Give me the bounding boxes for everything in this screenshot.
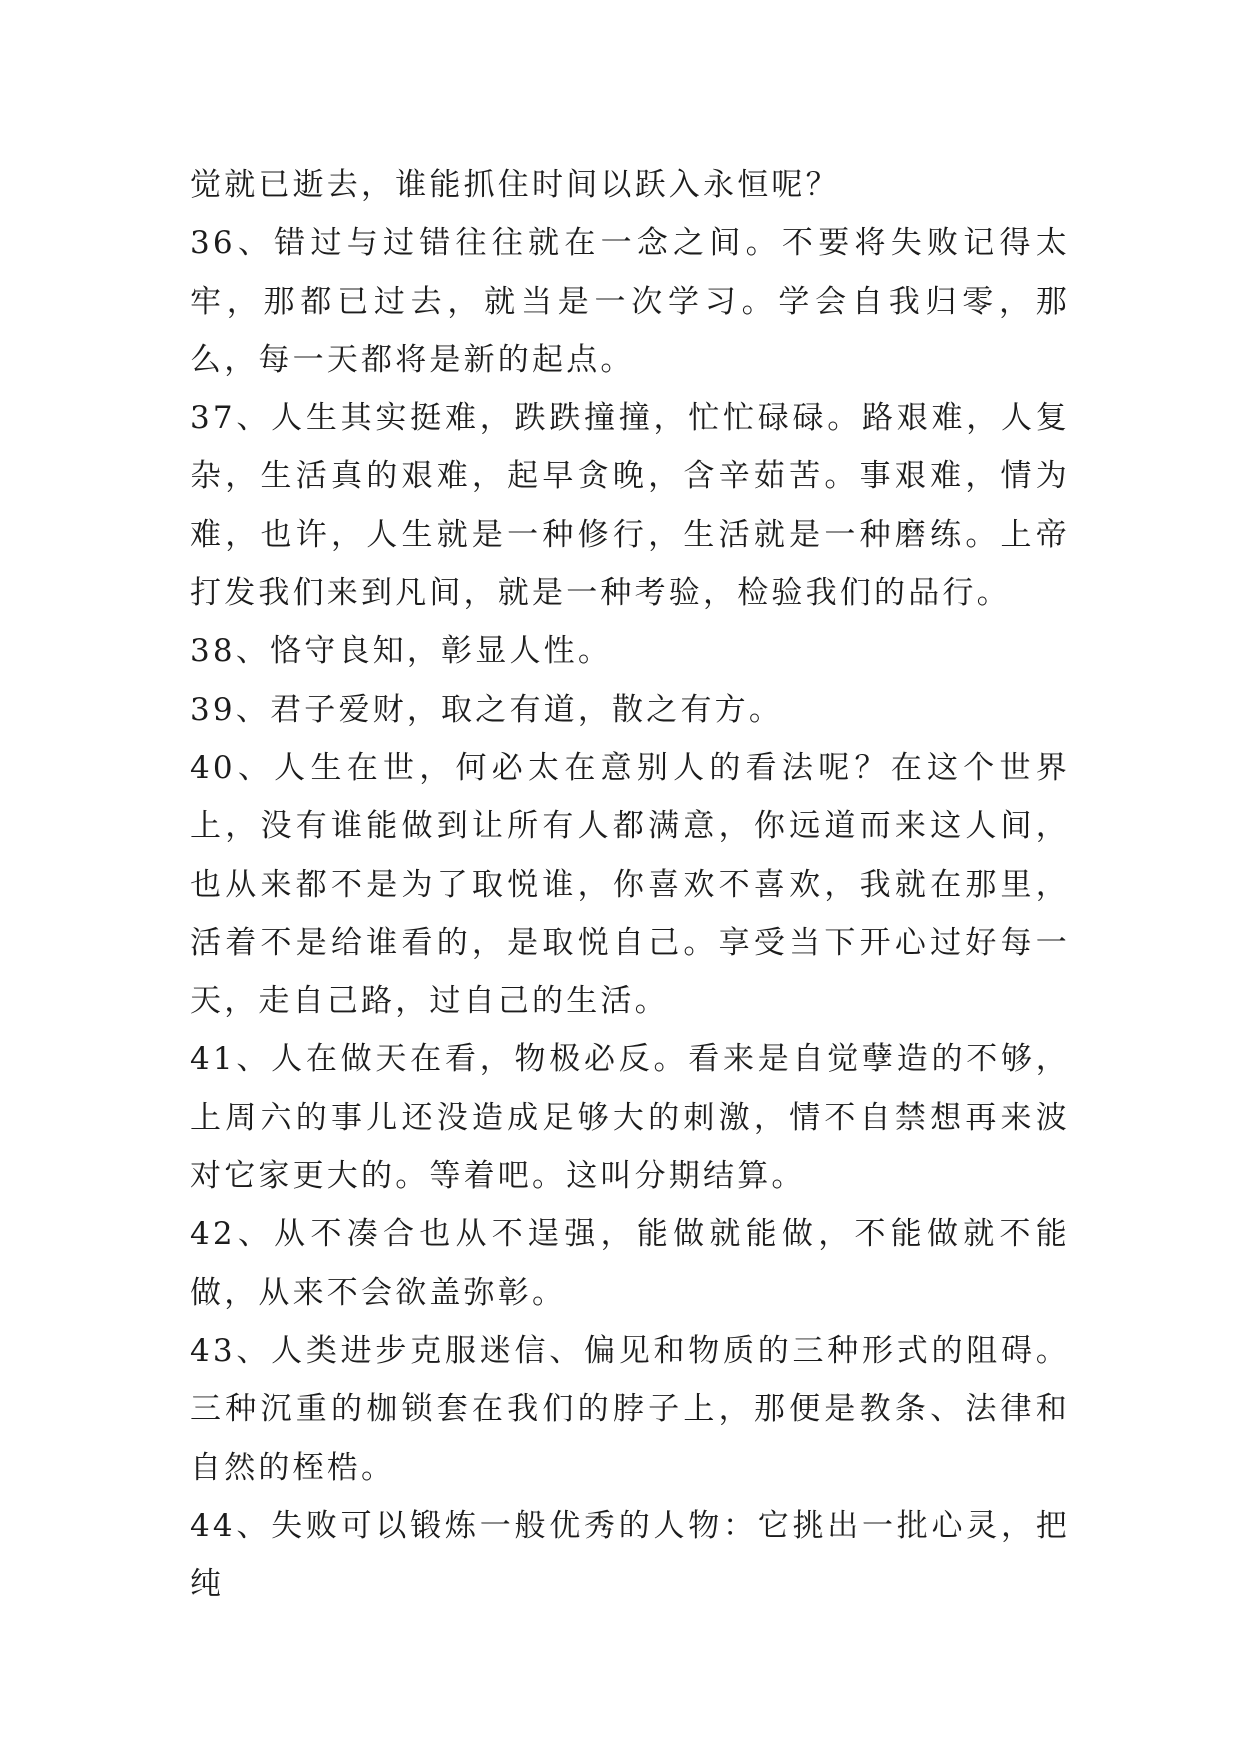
paragraph-42: 42、从不凑合也从不逞强，能做就能做，不能做就不能做，从来不会欲盖弥彰。: [190, 1216, 1070, 1311]
paragraph-40: 40、人生在世，何必太在意别人的看法呢？在这个世界上，没有谁能做到让所有人都满意，你远道而来这人间，也从来都不是为了取悦谁，你喜欢不喜欢，我就在那里，活着不是给谁看的，是取悦自己。享受当下开心过好每一天，走自己路，过自己的生活。: [190, 749, 1070, 1020]
document-body: [190, 156, 1070, 1613]
paragraph-41: 41、人在做天在看，物极必反。看来是自觉孽造的不够，上周六的事儿还没造成足够大的刺激，情不自禁想再来波对它家更大的。等着吧。这叫分期结算。: [190, 1041, 1070, 1195]
paragraph-continuation: 觉就已逝去，谁能抓住时间以跃入永恒呢？: [190, 167, 840, 203]
paragraph-37: 37、人生其实挺难，跌跌撞撞，忙忙碌碌。路艰难，人复杂，生活真的艰难，起早贪晚，含辛茹苦。事艰难，情为难，也许，人生就是一种修行，生活就是一种磨练。上帝打发我们来到凡间，就是一种考验，检验我们的品行。: [190, 400, 1070, 612]
paragraph-39: 39、君子爱财，取之有道，散之有方。: [190, 691, 784, 728]
paragraph-38: 38、恪守良知，彰显人性。: [190, 633, 613, 670]
paragraph-43: 43、人类进步克服迷信、偏见和物质的三种形式的阻碍。三种沉重的枷锁套在我们的脖子上，那便是教条、法律和自然的桎梏。: [190, 1332, 1070, 1486]
paragraph-44: 44、失败可以锻炼一般优秀的人物：它挑出一批心灵，把纯: [190, 1507, 1070, 1603]
paragraph-36: 36、错过与过错往往就在一念之间。不要将失败记得太牢，那都已过去，就当是一次学习。学会自我归零，那么，每一天都将是新的起点。: [190, 225, 1070, 378]
